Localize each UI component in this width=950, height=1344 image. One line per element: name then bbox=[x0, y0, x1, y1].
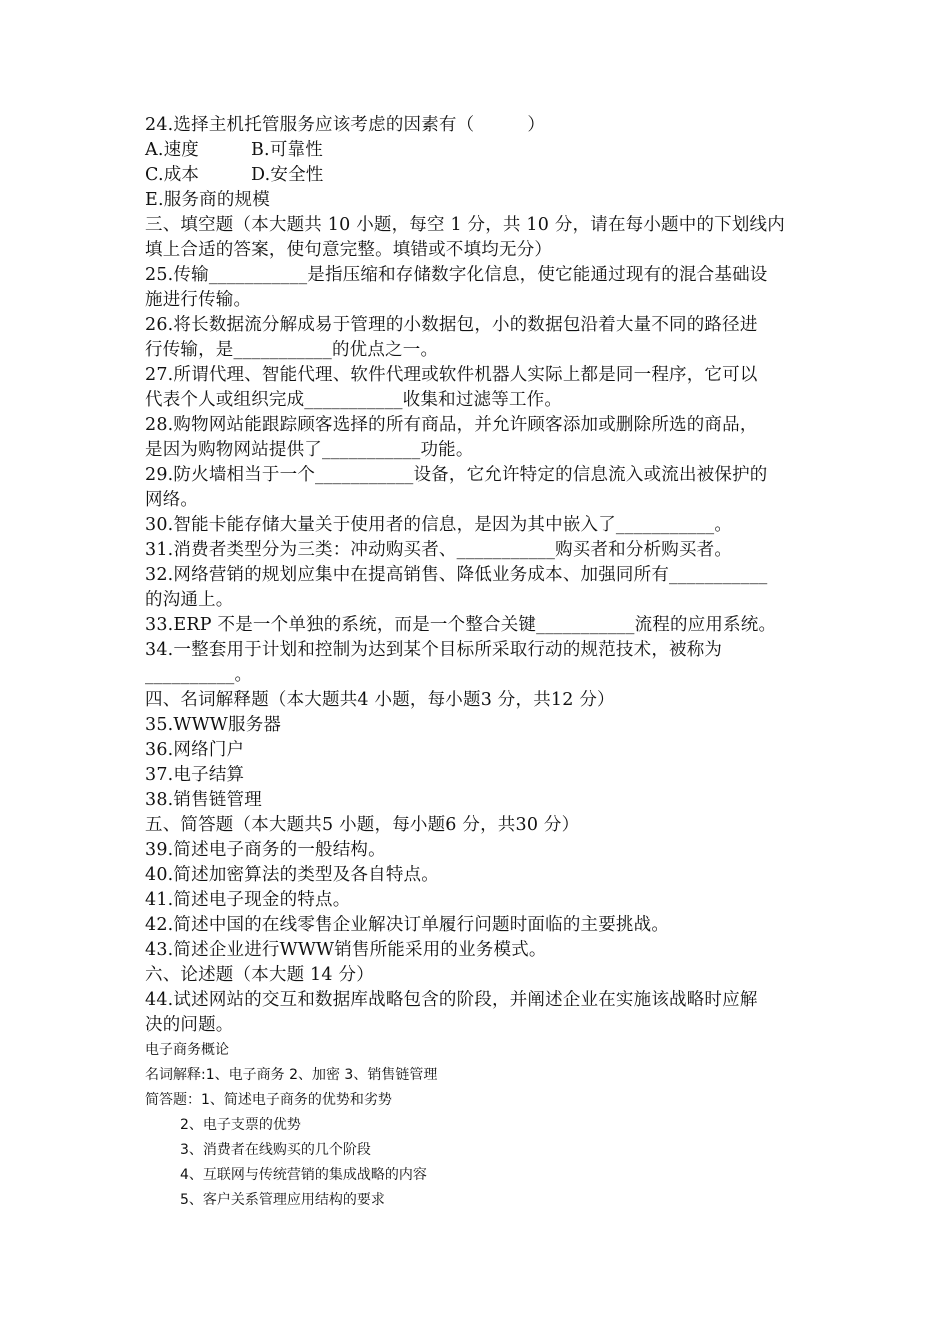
question-42: 42.简述中国的在线零售企业解决订单履行问题时面临的主要挑战。 bbox=[145, 915, 670, 935]
section-6-heading: 六、论述题（本大题 14 分） bbox=[145, 965, 374, 985]
question-44: 44.试述网站的交互和数据库战略包含的阶段，并阐述企业在实施该战略时应解 bbox=[145, 990, 758, 1010]
notes-section bbox=[145, 1038, 810, 1213]
question-27-cont: 代表个人或组织完成___________收集和过滤等工作。 bbox=[145, 390, 563, 410]
question-44-cont: 决的问题。 bbox=[145, 1015, 234, 1035]
notes-short-question-5: 5、客户关系管理应用结构的要求 bbox=[180, 1192, 385, 1208]
section-3-heading: 三、填空题（本大题共 10 小题，每空 1 分，共 10 分，请在每小题中的下划线内 bbox=[145, 215, 785, 235]
question-43: 43.简述企业进行WWW销售所能采用的业务模式。 bbox=[145, 940, 547, 960]
question-37: 37.电子结算 bbox=[145, 765, 245, 785]
question-26: 26.将长数据流分解成易于管理的小数据包，小的数据包沿着大量不同的路径进 bbox=[145, 315, 758, 335]
question-40: 40.简述加密算法的类型及各自特点。 bbox=[145, 865, 439, 885]
question-38: 38.销售链管理 bbox=[145, 790, 262, 810]
notes-short-question-2: 2、电子支票的优势 bbox=[180, 1117, 301, 1133]
question-41: 41.简述电子现金的特点。 bbox=[145, 890, 351, 910]
question-34: 34.一整套用于计划和控制为达到某个目标所采取行动的规范技术，被称为 bbox=[145, 640, 723, 660]
question-35: 35.WWW服务器 bbox=[145, 715, 282, 735]
question-24: 24.选择主机托管服务应该考虑的因素有（ ） bbox=[145, 115, 546, 135]
question-25: 25.传输___________是指压缩和存储数字化信息，使它能通过现有的混合基础设 bbox=[145, 265, 768, 285]
notes-short-question-3: 3、消费者在线购买的几个阶段 bbox=[180, 1142, 371, 1158]
question-31: 31.消费者类型分为三类：冲动购买者、___________购买者和分析购买者。 bbox=[145, 540, 733, 560]
question-25-cont: 施进行传输。 bbox=[145, 290, 252, 310]
notes-terms: 名词解释:1、电子商务 2、加密 3、销售链管理 bbox=[145, 1067, 438, 1083]
option-d: D.安全性 bbox=[251, 165, 324, 185]
notes-title: 电子商务概论 bbox=[145, 1042, 229, 1058]
question-32: 32.网络营销的规划应集中在提高销售、降低业务成本、加强同所有___________ bbox=[145, 565, 768, 585]
option-c: C.成本 bbox=[145, 165, 200, 185]
question-33: 33.ERP 不是一个单独的系统，而是一个整合关键___________流程的应用系统。 bbox=[145, 615, 777, 635]
question-36: 36.网络门户 bbox=[145, 740, 245, 760]
question-28: 28.购物网站能跟踪顾客选择的所有商品，并允许顾客添加或删除所选的商品， bbox=[145, 415, 758, 435]
notes-short-question-1: 简答题：1、简述电子商务的优势和劣势 bbox=[145, 1092, 392, 1108]
option-b: B.可靠性 bbox=[251, 140, 323, 160]
question-29: 29.防火墙相当于一个___________设备，它允许特定的信息流入或流出被保护的 bbox=[145, 465, 768, 485]
question-28-cont: 是因为购物网站提供了___________功能。 bbox=[145, 440, 474, 460]
exam-page bbox=[145, 113, 810, 1038]
question-26-cont: 行传输，是___________的优点之一。 bbox=[145, 340, 439, 360]
question-34-cont: __________。 bbox=[145, 665, 253, 685]
section-3-heading-cont: 填上合适的答案，使句意完整。填错或不填均无分） bbox=[145, 240, 553, 260]
question-24-options-ab bbox=[145, 138, 810, 163]
option-e: E.服务商的规模 bbox=[145, 190, 270, 210]
notes-short-question-4: 4、互联网与传统营销的集成战略的内容 bbox=[180, 1167, 427, 1183]
question-32-cont: 的沟通上。 bbox=[145, 590, 234, 610]
section-4-heading: 四、名词解释题（本大题共4 小题，每小题3 分，共12 分） bbox=[145, 690, 615, 710]
question-29-cont: 网络。 bbox=[145, 490, 199, 510]
option-a: A.速度 bbox=[145, 140, 200, 160]
section-5-heading: 五、简答题（本大题共5 小题，每小题6 分，共30 分） bbox=[145, 815, 580, 835]
question-27: 27.所谓代理、智能代理、软件代理或软件机器人实际上都是同一程序，它可以 bbox=[145, 365, 758, 385]
question-39: 39.简述电子商务的一般结构。 bbox=[145, 840, 386, 860]
question-30: 30.智能卡能存储大量关于使用者的信息，是因为其中嵌入了___________。 bbox=[145, 515, 733, 535]
question-24-options-cd bbox=[145, 163, 810, 188]
